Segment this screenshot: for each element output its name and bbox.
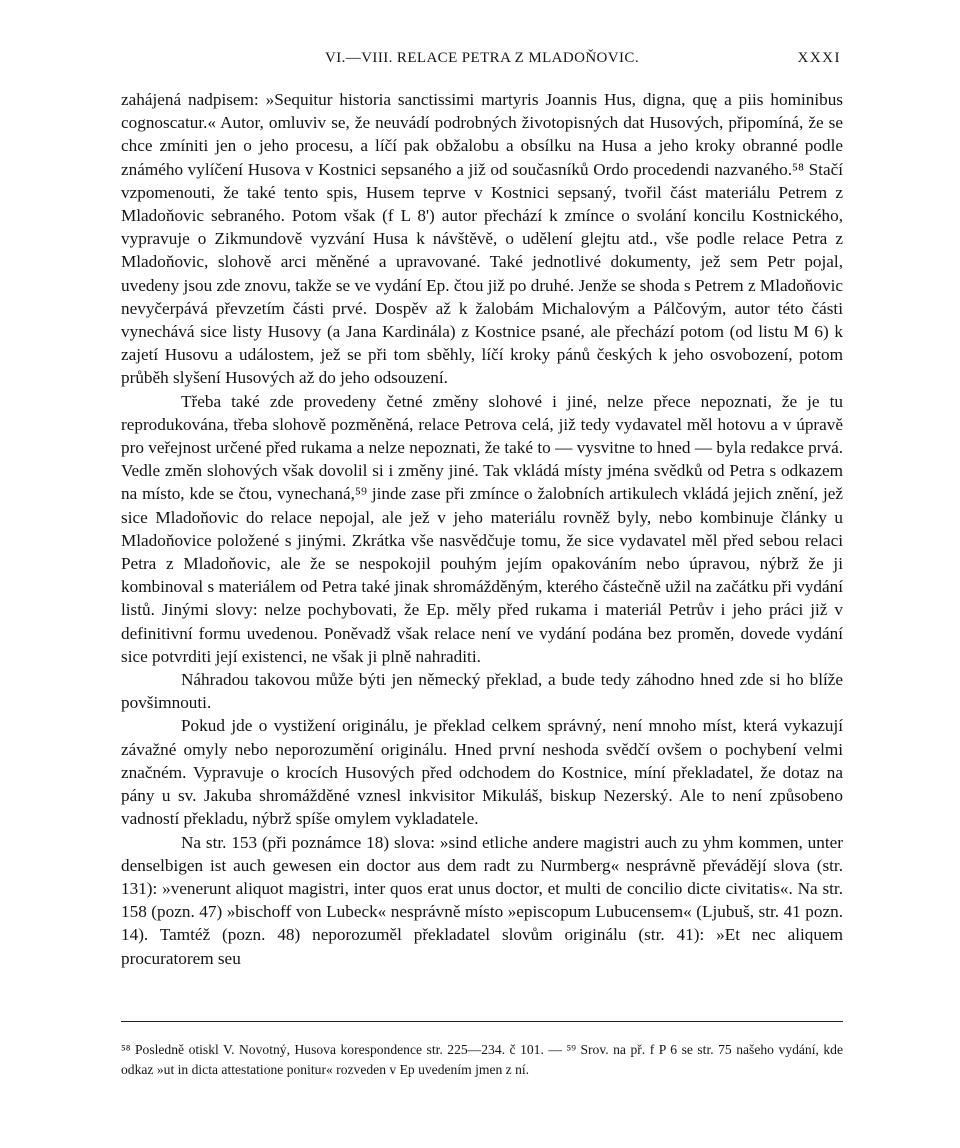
paragraph-4: Pokud jde o vystižení originálu, je překlad celkem správný, není mnoho míst, která vykazují závažné omyly nebo neporozumění originálu. Hned první neshoda svědčí ovšem o pochybení velmi značném. Vypravuje o krocích Husových před odchodem do Kostnice, míní překladatel, že dotaz na pány u sv. Jakuba shromážděné vznesl inkvisitor Mikuláš, biskup Nezerský. Ale to není způsobeno vadností překladu, nýbrž spíše omylem vykladatele. [121, 716, 843, 829]
main-text [121, 88, 843, 970]
footnotes: ⁵⁸ Posledně otiskl V. Novotný, Husova korespondence str. 225—234. č 101. — ⁵⁹ Srov. na př. f P 6 se str. 75 našeho vydání, kde odkaz »ut in dicta attestatione ponitur« rozveden v Ep uvedením jmen z ní. [121, 1042, 843, 1077]
paragraph-5: Na str. 153 (při poznámce 18) slova: »sind etliche andere magistri auch zu yhm kommen, unter denselbigen ist auch gewesen ein doctor aus dem radt zu Nurmberg« nesprávně převádějí slova (str. 131): »venerunt aliquot magistri, inter quos erat unus doctor, et multi de concilio dicte civitatis«. Na str. 158 (pozn. 47) »bischoff von Lubeck« nesprávně místo »episcopum Lubucensem« (Ljubuš, str. 41 pozn. 14). Tamtéž (pozn. 48) neporozuměl překladatel slovům originálu (str. 41): »Et nec aliquem procuratorem seu [121, 832, 843, 968]
paragraph-3: Náhradou takovou může býti jen německý překlad, a bude tedy záhodno hned zde si ho blíže povšimnouti. [121, 670, 843, 713]
paragraph-1: zahájená nadpisem: »Sequitur historia sanctissimi martyris Joannis Hus, digna, quę a piis hominibus cognoscatur.« Autor, omluviv se, že neuvádí podrobných životopisných dat Husových, připomíná, že se chce zmíniti jen o jeho procesu, a líčí pak obžalobu a obsílku na Husa a jeho kroky obranné podle známého vylíčení Husova v Kostnici sepsaného a již od současníků Ordo procedendi nazvaného.⁵⁸ Stačí vzpomenouti, že také tento spis, Husem teprve v Kostnici sepsaný, tvořil část materiálu Petrem z Mladoňovic sebraného. Potom však (f L 8') autor přechází k zmínce o svolání koncilu Kostnického, vypravuje o Zikmundově vyzvání Husa k návštěvě, o udělení glejtu atd., vše podle relace Petra z Mladoňovic, slohově arci měněné a upravované. Také jednotlivé dokumenty, jež sem Petr pojal, uvedeny jsou zde znovu, takže se ve vydání Ep. čtou již po druhé. Jenže se shoda s Petrem z Mladoňovic nevyčerpává převzetím části prvé. Dospěv až k žalobám Michalovým a Pálčovým, autor této části vynechává sice listy Husovy (a Jana Kardinála) z Kostnice psané, ale přechází potom (od listu M 6) k zajetí Husovu a událostem, jež se při tom sběhly, líčí kroky pánů českých k jeho osvobození, potom průběh slyšení Husových až do jeho odsouzení. [121, 90, 843, 388]
page-header [121, 50, 843, 74]
paragraph-2: Třeba také zde provedeny četné změny slohové i jiné, nelze přece nepoznati, že je tu reprodukována, třeba slohově pozměněná, relace Petrova celá, již tedy vydavatel měl hotovu a v úpravě pro veřejnost určené před rukama a nelze nepoznati, že také to — vysvitne to hned — byla redakce prvá. Vedle změn slohových však dovolil si i změny jiné. Tak vkládá místy jména svědků od Petra s odkazem na místo, kde se čtou, vynechaná,⁵⁹ jinde zase při zmínce o žalobních artikulech vkládá jejich znění, jež sice Mladoňovic do relace nepojal, ale jež v jeho materiálu rovněž byly, nebo kombinuje články u Mladoňovice položené s jinými. Zkrátka vše nasvědčuje tomu, že sice vydavatel měl před sebou relaci Petra z Mladoňovic, ale že se nespokojil pouhým jejím opakováním nebo úpravou, nýbrž že ji kombinoval s materiálem od Petra také jinak shromážděným, kterého částečně užil na začátku při vydání listů. Jinými slovy: nelze pochybovati, že Ep. měly před rukama i materiál Petrův i jeho práci již v definitivní formu uvedenou. Poněvadž však relace není ve vydání podána bez proměn, dovede vydání sice potvrditi její existenci, ne však ji plně nahraditi. [121, 391, 843, 666]
footnote-rule [121, 1021, 843, 1022]
page-number: XXXI [797, 50, 841, 66]
running-head: VI.—VIII. RELACE PETRA Z MLADOŇOVIC. [325, 50, 639, 66]
